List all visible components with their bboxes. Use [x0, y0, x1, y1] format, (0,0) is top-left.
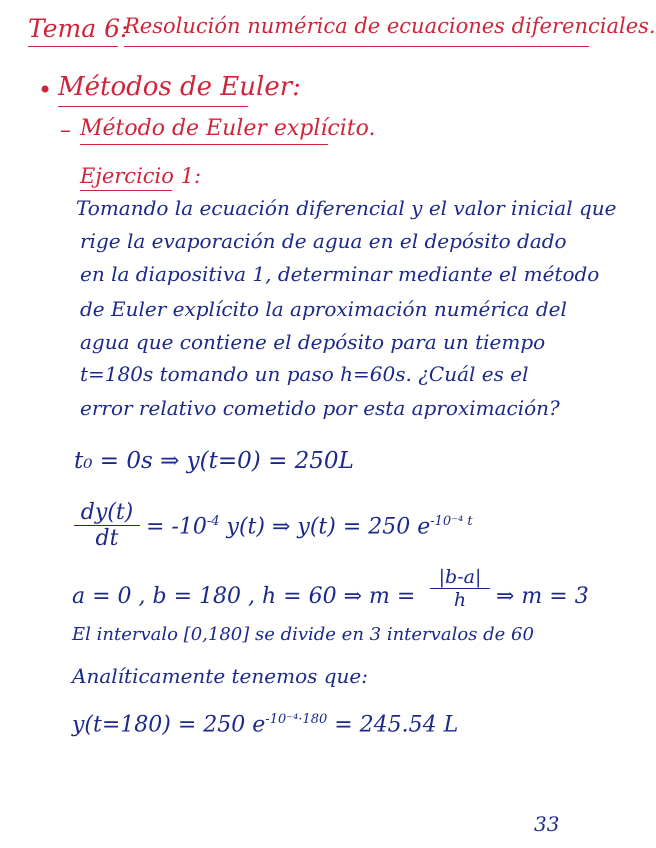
statement-line: de Euler explícito la aproximación numérica del	[80, 297, 567, 321]
ode-solution-exponent: -10⁻⁴ t	[430, 514, 473, 529]
page-number: 33	[534, 812, 560, 836]
ode-denominator: dt	[95, 526, 119, 551]
subsection-dash: –	[60, 118, 71, 143]
exercise-underline	[80, 190, 172, 191]
statement-line: rige la evaporación de agua en el depósito dado	[80, 229, 567, 253]
topic-label: Tema 6:	[28, 14, 129, 43]
m-result: ⇒ m = 3	[496, 584, 589, 609]
topic-title: Resolución numérica de ecuaciones diferenciales.	[124, 14, 656, 38]
section-underline	[58, 106, 248, 107]
ode-equation	[146, 514, 473, 539]
ode-rhs: = -10	[146, 514, 207, 540]
ode-exponent: -4	[206, 514, 220, 529]
section-bullet: •	[38, 76, 53, 104]
title-underline	[124, 46, 589, 47]
statement-line: Tomando la ecuación diferencial y el valor inicial que	[76, 196, 617, 220]
analytic-solution	[72, 712, 458, 737]
ode-solution: y(t) ⇒ y(t) = 250 e	[226, 514, 431, 540]
exercise-label: Ejercicio 1:	[80, 164, 202, 188]
statement-line: en la diapositiva 1, determinar mediante el método	[80, 262, 600, 286]
ode-fraction	[74, 500, 140, 551]
subsection-underline	[80, 144, 328, 145]
initial-condition: t₀ = 0s ⇒ y(t=0) = 250L	[74, 448, 354, 474]
ode-numerator: dy(t)	[80, 500, 134, 525]
m-numerator: |b-a|	[438, 566, 482, 588]
analytic-result: = 245.54 L	[334, 712, 459, 738]
analytic-lhs: y(t=180) = 250 e	[72, 712, 266, 738]
statement-line: error relativo cometido por esta aproximación?	[80, 396, 560, 420]
m-fraction	[430, 566, 490, 611]
analytic-intro: Analíticamente tenemos que:	[72, 664, 368, 688]
statement-line: agua que contiene el depósito para un tiempo	[80, 330, 546, 354]
topic-underline	[28, 46, 118, 47]
interval-statement: El intervalo [0,180] se divide en 3 intervalos de 60	[72, 624, 534, 645]
section-title: Métodos de Euler:	[58, 72, 301, 102]
analytic-exponent: -10⁻⁴·180	[265, 712, 328, 727]
statement-line: t=180s tomando un paso h=60s. ¿Cuál es el	[80, 362, 529, 386]
parameters-equation: a = 0 , b = 180 , h = 60 ⇒ m =	[72, 584, 416, 609]
subsection-title: Método de Euler explícito.	[80, 116, 376, 141]
m-denominator: h	[453, 589, 467, 611]
